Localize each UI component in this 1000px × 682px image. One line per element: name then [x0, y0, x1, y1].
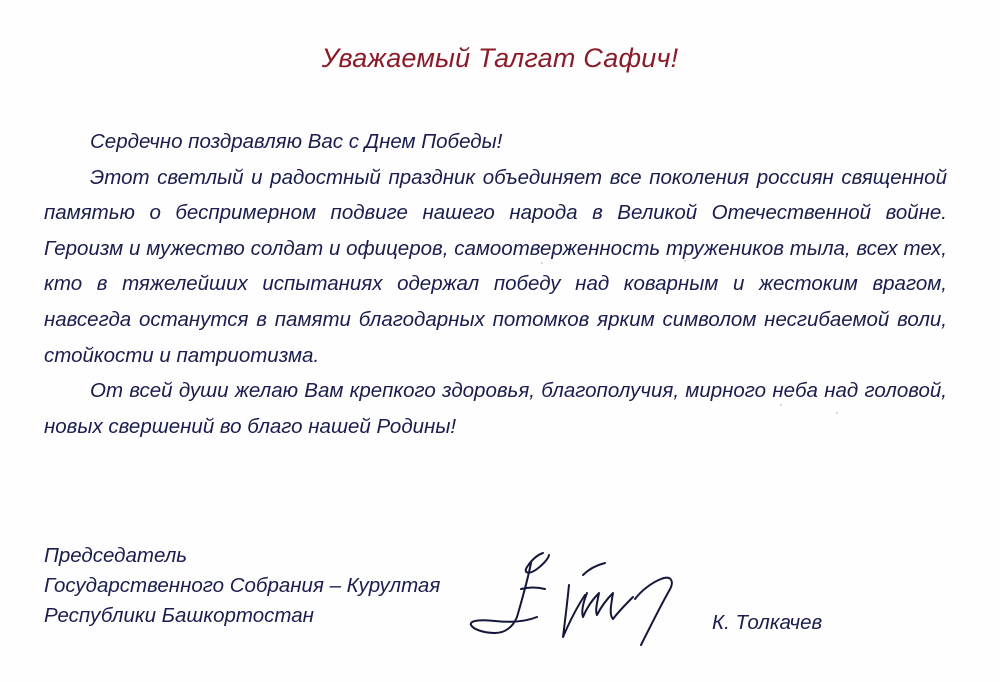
paragraph-congratulation: Сердечно поздравляю Вас с Днем Победы!: [90, 130, 503, 153]
scan-speck: [780, 404, 782, 406]
scan-speck: [541, 262, 543, 264]
signatory-title-line: Государственного Собрания – Курултая: [44, 574, 441, 597]
paragraph-wishes: От всей души желаю Вам крепкого здоровья, благополучия, мирного неба над головой, новых свершений во благо нашей Родины!: [44, 379, 947, 438]
signatory-title: [44, 541, 440, 631]
scan-speck: [836, 412, 838, 414]
letter-greeting: Уважаемый Талгат Сафич!: [321, 43, 679, 73]
signatory-title-line: Председатель: [44, 544, 188, 567]
handwritten-signature: [465, 545, 695, 655]
scan-speck: [684, 260, 686, 262]
paragraph-main: Этот светлый и радостный праздник объединяет все поколения россиян священной памятью о беспримерном подвиге нашего народа в Великой Отечественной войне. Героизм и мужество солдат и офицеров, самоотверженность тружеников тыла, всех тех, кто в тяжелейших испытаниях одержал победу над коварным и жестоким врагом, навсегда останутся в памяти благодарных потомков ярким символом несгибаемой воли, стойкости и патриотизма.: [44, 165, 947, 367]
signatory-name: К. Толкачев: [712, 611, 823, 634]
letter-body: [44, 124, 947, 444]
signatory-title-line: Республики Башкортостан: [44, 604, 314, 627]
